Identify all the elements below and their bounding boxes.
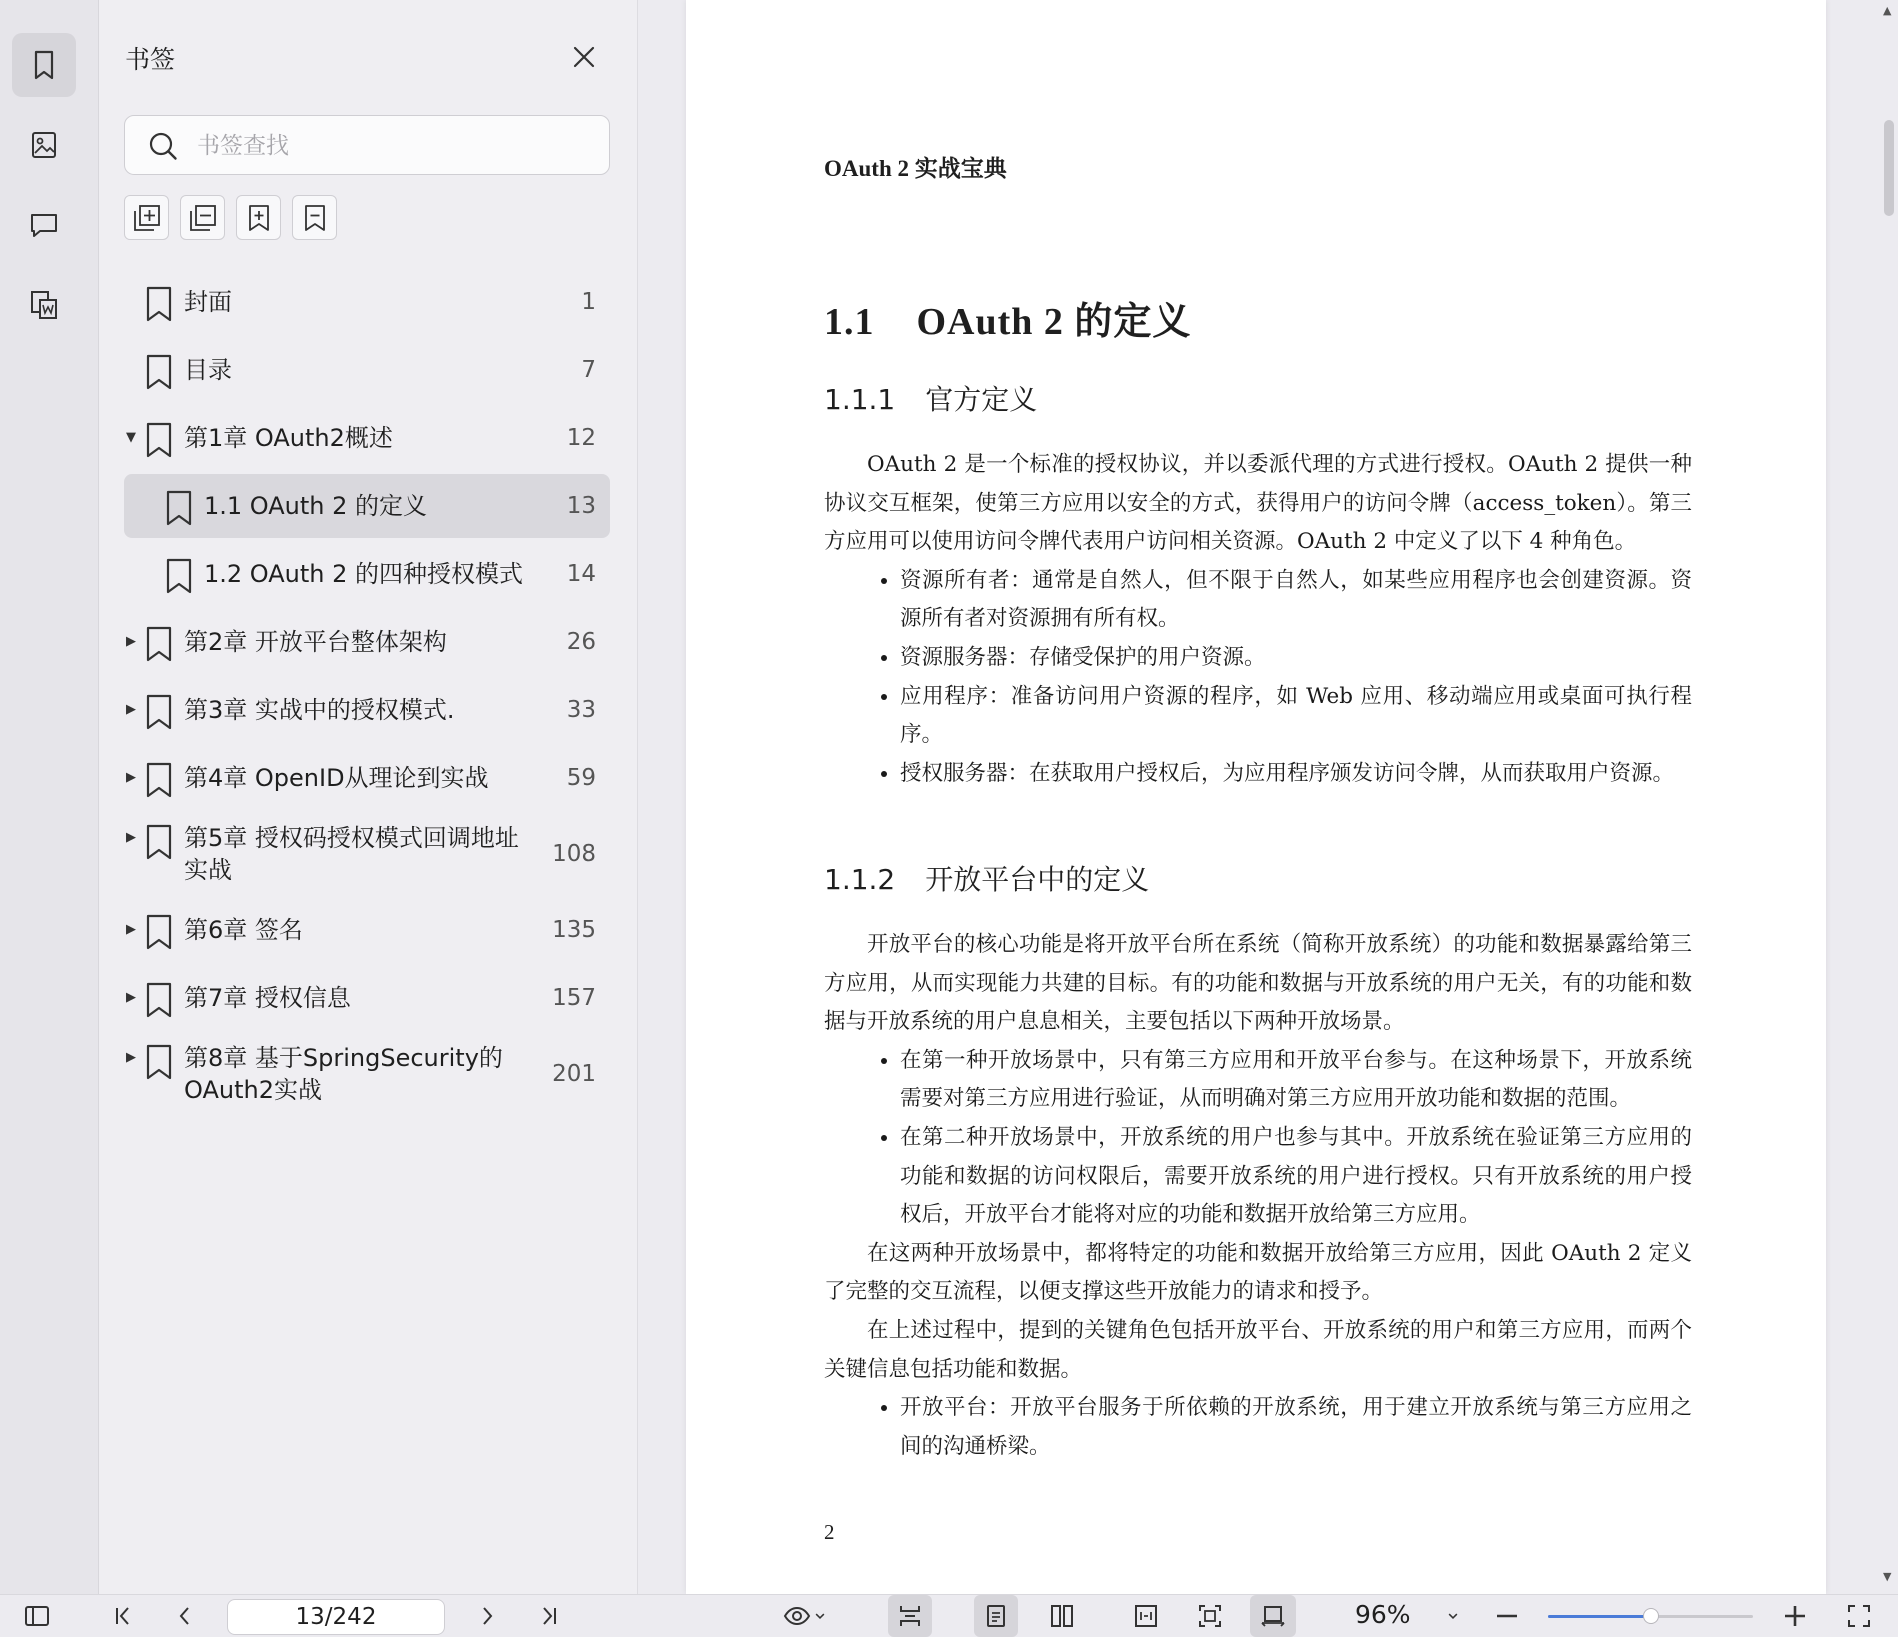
collapsed-arrow-icon[interactable]: ▶ xyxy=(126,770,136,785)
subsection-number: 1.1.1 xyxy=(824,383,896,416)
vertical-scrollbar[interactable] xyxy=(1880,0,1898,1594)
bookmark-page-number: 1 xyxy=(581,289,596,315)
chevron-right-icon xyxy=(473,1602,501,1630)
zoom-level[interactable]: 96% xyxy=(1355,1600,1411,1629)
bookmark-page-number: 12 xyxy=(566,425,596,451)
zoom-slider-fill xyxy=(1548,1615,1651,1618)
bookmark-item[interactable] xyxy=(124,966,610,1030)
bookmark-item[interactable] xyxy=(124,1034,610,1114)
bookmark-label: 1.2 OAuth 2 的四种授权模式 xyxy=(204,560,524,588)
fit-page-icon xyxy=(1196,1602,1224,1630)
subsection-title: 开放平台中的定义 xyxy=(925,863,1150,896)
fit-width-button[interactable] xyxy=(1124,1601,1168,1631)
zoom-out-button[interactable] xyxy=(1492,1601,1522,1631)
left-icon-rail xyxy=(0,0,99,1594)
bookmark-item[interactable] xyxy=(124,814,610,894)
bullet-list xyxy=(824,1389,1692,1466)
panel-title: 书签 xyxy=(125,45,176,74)
eye-icon xyxy=(783,1602,811,1630)
collapsed-arrow-icon[interactable]: ▶ xyxy=(126,830,136,845)
bookmark-page-number: 59 xyxy=(566,765,596,791)
bookmark-icon xyxy=(144,422,174,458)
actual-size-button[interactable] xyxy=(1250,1595,1296,1637)
bookmarks-tab[interactable] xyxy=(12,33,76,97)
first-page-button[interactable] xyxy=(106,1601,140,1631)
bookmark-page-number: 108 xyxy=(552,841,596,867)
page-number: 2 xyxy=(824,1520,835,1544)
single-page-button[interactable] xyxy=(974,1595,1018,1637)
bullet-list xyxy=(824,1042,1692,1235)
search-icon xyxy=(147,130,179,162)
bullet-list xyxy=(824,562,1692,794)
bookmark-item[interactable] xyxy=(124,270,610,334)
two-page-button[interactable] xyxy=(1040,1601,1084,1631)
bookmark-page-number: 13 xyxy=(566,493,596,519)
plus-icon xyxy=(1781,1602,1809,1630)
bookmark-page-number: 135 xyxy=(552,917,596,943)
bookmark-icon xyxy=(164,490,194,526)
bookmark-icon xyxy=(144,1044,174,1080)
list-item: • 资源所有者：通常是自然人，但不限于自然人，如某些应用程序也会创建资源。资源所有者对资源拥有所有权。 xyxy=(900,562,1692,639)
bookmark-item[interactable] xyxy=(124,474,610,538)
sidebar-toggle-icon xyxy=(23,1602,51,1630)
zoom-in-button[interactable] xyxy=(1780,1601,1810,1631)
bookmark-label: 第6章 签名 xyxy=(184,916,303,944)
bookmark-page-number: 26 xyxy=(566,629,596,655)
convert-word-icon xyxy=(27,288,61,322)
subsection-body-1 xyxy=(824,446,1692,793)
bookmark-page-number: 33 xyxy=(566,697,596,723)
list-item: • 授权服务器：在获取用户授权后，为应用程序颁发访问令牌，从而获取用户资源。 xyxy=(900,755,1692,794)
bookmark-item[interactable] xyxy=(124,542,610,606)
bookmark-label: 第8章 基于SpringSecurity的OAuth2实战 xyxy=(184,1044,503,1104)
bookmark-icon xyxy=(144,762,174,798)
bookmark-search-input[interactable] xyxy=(195,126,579,166)
subsection-title: 官方定义 xyxy=(925,383,1038,416)
paragraph: 在这两种开放场景中，都将特定的功能和数据开放给第三方应用，因此 OAuth 2 定义了完整的交互流程，以便支撑这些开放能力的请求和授予。 xyxy=(824,1240,1692,1305)
bookmark-panel xyxy=(99,0,638,1594)
bookmark-icon xyxy=(144,824,174,860)
single-page-icon xyxy=(982,1602,1010,1630)
expanded-arrow-icon[interactable]: ▼ xyxy=(126,430,136,445)
subsection-heading-1 xyxy=(824,378,1037,418)
scrollbar-thumb[interactable] xyxy=(1884,120,1894,216)
scroll-down-icon[interactable]: ▼ xyxy=(1883,1570,1892,1583)
bookmark-label: 第7章 授权信息 xyxy=(184,984,351,1012)
bookmark-icon xyxy=(144,286,174,322)
bookmark-icon xyxy=(144,914,174,950)
bookmark-label: 1.1 OAuth 2 的定义 xyxy=(204,492,428,520)
previous-page-button[interactable] xyxy=(168,1601,202,1631)
zoom-slider-knob[interactable] xyxy=(1643,1608,1659,1624)
expand-all-icon xyxy=(132,203,162,233)
read-mode-button[interactable] xyxy=(776,1601,836,1631)
toggle-sidebar-button[interactable] xyxy=(20,1601,54,1631)
next-page-button[interactable] xyxy=(470,1601,504,1631)
section-heading xyxy=(824,290,1191,345)
list-item: • 在第二种开放场景中，开放系统的用户也参与其中。开放系统在验证第三方应用的功能和数据的访问权限后，需要开放系统的用户进行授权。只有开放系统的用户授权后，开放平台才能将对应的功能和数据开放给第三方应用。 xyxy=(900,1119,1692,1235)
bookmark-icon xyxy=(144,626,174,662)
collapsed-arrow-icon[interactable]: ▶ xyxy=(126,702,136,717)
paragraph: OAuth 2 是一个标准的授权协议，并以委派代理的方式进行授权。OAuth 2 提供一种协议交互框架，使第三方应用以安全的方式，获得用户的访问令牌（access_token）。第三方应用可以使用访问令牌代表用户访问相关资源。OAuth 2 中定义了以下 4 种角色。 xyxy=(824,452,1692,555)
chevron-left-icon xyxy=(171,1602,199,1630)
fit-width-icon xyxy=(1132,1602,1160,1630)
fit-page-button[interactable] xyxy=(1188,1601,1232,1631)
collapse-all-icon xyxy=(188,203,218,233)
close-icon[interactable] xyxy=(569,42,599,72)
convert-tab[interactable] xyxy=(12,273,76,337)
section-title: OAuth 2 的定义 xyxy=(916,301,1192,343)
zoom-dropdown[interactable] xyxy=(1440,1601,1466,1631)
bookmark-label: 第2章 开放平台整体架构 xyxy=(184,628,447,656)
bookmark-icon xyxy=(144,354,174,390)
collapsed-arrow-icon[interactable]: ▶ xyxy=(126,922,136,937)
chevron-down-icon xyxy=(1444,1607,1462,1625)
bookmark-label: 第4章 OpenID从理论到实战 xyxy=(184,764,489,792)
bookmark-page-number: 14 xyxy=(566,561,596,587)
subsection-number: 1.1.2 xyxy=(824,863,896,896)
paragraph: 在上述过程中，提到的关键角色包括开放平台、开放系统的用户和第三方应用，而两个关键信息包括功能和数据。 xyxy=(824,1317,1692,1382)
bookmark-label: 封面 xyxy=(184,288,232,316)
collapsed-arrow-icon[interactable]: ▶ xyxy=(126,634,136,649)
bookmark-item[interactable] xyxy=(124,338,610,402)
minus-icon xyxy=(1493,1602,1521,1630)
fullscreen-icon xyxy=(1845,1602,1873,1630)
zoom-slider[interactable] xyxy=(1548,1615,1753,1618)
first-page-icon xyxy=(109,1602,137,1630)
last-page-button[interactable] xyxy=(532,1601,566,1631)
bookmark-label: 第3章 实战中的授权模式. xyxy=(184,696,455,724)
remove-bookmark-button[interactable] xyxy=(292,195,337,240)
continuous-scroll-icon xyxy=(896,1602,924,1630)
list-item: • 在第一种开放场景中，只有第三方应用和开放平台参与。在这种场景下，开放系统需要对第三方应用进行验证，从而明确对第三方应用开放功能和数据的范围。 xyxy=(900,1042,1692,1119)
bookmark-label: 目录 xyxy=(184,356,232,384)
two-page-icon xyxy=(1048,1602,1076,1630)
list-item: • 开放平台：开放平台服务于所依赖的开放系统，用于建立开放系统与第三方应用之间的沟通桥梁。 xyxy=(900,1389,1692,1466)
document-viewport xyxy=(638,0,1880,1594)
running-header: OAuth 2 实战宝典 xyxy=(824,156,1007,181)
bookmark-label: 第1章 OAuth2概述 xyxy=(184,424,393,452)
comments-tab[interactable] xyxy=(12,193,76,257)
list-item: • 应用程序：准备访问用户资源的程序，如 Web 应用、移动端应用或桌面可执行程序。 xyxy=(900,678,1692,755)
page-number-field[interactable]: 13/242 xyxy=(227,1599,445,1635)
list-item: • 资源服务器：存储受保护的用户资源。 xyxy=(900,639,1692,678)
bookmark-label: 第5章 授权码授权模式回调地址实战 xyxy=(184,824,519,884)
bookmark-icon xyxy=(144,694,174,730)
paragraph: 开放平台的核心功能是将开放平台所在系统（简称开放系统）的功能和数据暴露给第三方应用，从而实现能力共建的目标。有的功能和数据与开放系统的用户无关，有的功能和数据与开放系统的用户息息相关，主要包括以下两种开放场景。 xyxy=(824,932,1692,1035)
bookmark-item[interactable] xyxy=(124,746,610,810)
actual-size-icon xyxy=(1259,1602,1287,1630)
section-number: 1.1 xyxy=(824,301,875,343)
collapsed-arrow-icon[interactable]: ▶ xyxy=(126,990,136,1005)
add-bookmark-icon xyxy=(244,203,274,233)
bookmark-item[interactable] xyxy=(124,898,610,962)
thumbnail-icon xyxy=(27,128,61,162)
chevron-down-icon xyxy=(811,1607,829,1625)
bookmark-list xyxy=(124,270,610,1118)
thumbnails-tab[interactable] xyxy=(12,113,76,177)
bookmark-page-number: 157 xyxy=(552,985,596,1011)
last-page-icon xyxy=(535,1602,563,1630)
bookmark-item[interactable] xyxy=(124,406,610,470)
document-page xyxy=(686,0,1826,1594)
comment-icon xyxy=(27,208,61,242)
bookmark-icon xyxy=(27,48,61,82)
fullscreen-button[interactable] xyxy=(1842,1601,1876,1631)
collapsed-arrow-icon[interactable]: ▶ xyxy=(126,1050,136,1065)
bookmark-toolbar xyxy=(124,195,337,240)
expand-all-button[interactable] xyxy=(124,195,169,240)
bookmark-page-number: 7 xyxy=(581,357,596,383)
bookmark-page-number: 201 xyxy=(552,1061,596,1087)
subsection-heading-2 xyxy=(824,858,1149,898)
bookmark-item[interactable] xyxy=(124,678,610,742)
bookmark-icon xyxy=(164,558,194,594)
subsection-body-2 xyxy=(824,926,1692,1466)
bottom-toolbar xyxy=(0,1594,1898,1637)
continuous-scroll-button[interactable] xyxy=(888,1595,932,1637)
add-bookmark-button[interactable] xyxy=(236,195,281,240)
bookmark-item[interactable] xyxy=(124,610,610,674)
bookmark-icon xyxy=(144,982,174,1018)
scroll-up-icon[interactable]: ▲ xyxy=(1883,4,1892,17)
remove-bookmark-icon xyxy=(300,203,330,233)
collapse-all-button[interactable] xyxy=(180,195,225,240)
bookmark-search xyxy=(124,115,610,175)
